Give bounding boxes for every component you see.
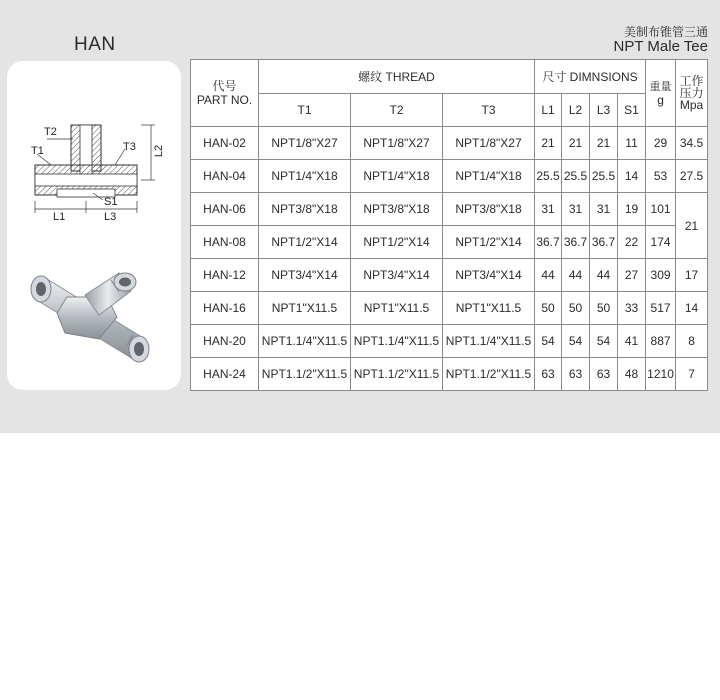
- header-t3: T3: [443, 94, 535, 127]
- cell-l3: 63: [590, 358, 618, 391]
- label-l2: L2: [153, 144, 166, 158]
- cell-weight: 174: [646, 226, 676, 259]
- cell-l2: 31: [562, 193, 590, 226]
- cell-l2: 25.5: [562, 160, 590, 193]
- cell-t3: NPT1"X11.5: [443, 292, 535, 325]
- cell-part: HAN-02: [191, 127, 259, 160]
- cell-l2: 63: [562, 358, 590, 391]
- cell-t2: NPT1.1/4"X11.5: [351, 325, 443, 358]
- part-no-header-en: PART NO.: [196, 93, 253, 107]
- cell-t1: NPT1/2"X14: [259, 226, 351, 259]
- product-code: HAN: [74, 34, 116, 55]
- cell-l3: 50: [590, 292, 618, 325]
- cell-t3: NPT1/8"X27: [443, 127, 535, 160]
- label-l3: L3: [104, 211, 117, 223]
- cell-t3: NPT3/8"X18: [443, 193, 535, 226]
- table-row: [191, 325, 708, 358]
- cell-part: HAN-06: [191, 193, 259, 226]
- label-t3: T3: [123, 141, 136, 153]
- part-no-header: [191, 60, 259, 127]
- cell-weight: 887: [646, 325, 676, 358]
- spec-table: [190, 59, 708, 391]
- cell-l3: 36.7: [590, 226, 618, 259]
- cell-weight: 517: [646, 292, 676, 325]
- cell-s1: 11: [618, 127, 646, 160]
- label-t1: T1: [31, 145, 44, 157]
- cell-t2: NPT3/4"X14: [351, 259, 443, 292]
- weight-header-unit: g: [657, 93, 664, 107]
- product-title-cn: 美制布锥管三通: [623, 25, 708, 39]
- cell-weight: 29: [646, 127, 676, 160]
- cell-l1: 31: [535, 193, 562, 226]
- weight-header-cn: 重量: [649, 81, 672, 93]
- cell-t3: NPT1/2"X14: [443, 226, 535, 259]
- label-t2: T2: [44, 126, 57, 138]
- header-l2: L2: [562, 94, 590, 127]
- cell-t2: NPT3/8"X18: [351, 193, 443, 226]
- cell-part: HAN-16: [191, 292, 259, 325]
- cell-pressure: 17: [676, 259, 708, 292]
- cell-s1: 41: [618, 325, 646, 358]
- cell-l1: 63: [535, 358, 562, 391]
- cell-l2: 44: [562, 259, 590, 292]
- table-row: [191, 160, 708, 193]
- cell-s1: 27: [618, 259, 646, 292]
- table-row: [191, 226, 708, 259]
- cell-s1: 33: [618, 292, 646, 325]
- cell-t2: NPT1/8"X27: [351, 127, 443, 160]
- cell-weight: 1210: [646, 358, 676, 391]
- cell-pressure: 27.5: [676, 160, 708, 193]
- cell-s1: 19: [618, 193, 646, 226]
- header-t1: T1: [259, 94, 351, 127]
- cell-part: HAN-20: [191, 325, 259, 358]
- cell-pressure: 21: [676, 193, 708, 259]
- cell-s1: 48: [618, 358, 646, 391]
- table-row: [191, 358, 708, 391]
- cell-l2: 54: [562, 325, 590, 358]
- cell-l3: 25.5: [590, 160, 618, 193]
- table-row: [191, 127, 708, 160]
- cell-l3: 21: [590, 127, 618, 160]
- cell-t1: NPT1"X11.5: [259, 292, 351, 325]
- cell-t2: NPT1/4"X18: [351, 160, 443, 193]
- weight-header: [646, 60, 676, 127]
- cell-l1: 54: [535, 325, 562, 358]
- pressure-header: [676, 60, 708, 127]
- part-no-header-cn: 代号: [212, 79, 237, 93]
- cell-t3: NPT3/4"X14: [443, 259, 535, 292]
- pressure-header-unit: Mpa: [679, 98, 704, 112]
- header-l3: L3: [590, 94, 618, 127]
- cell-l2: 36.7: [562, 226, 590, 259]
- cell-t2: NPT1.1/2"X11.5: [351, 358, 443, 391]
- cell-l1: 36.7: [535, 226, 562, 259]
- cell-t1: NPT3/4"X14: [259, 259, 351, 292]
- cell-part: HAN-04: [191, 160, 259, 193]
- header-l1: L1: [535, 94, 562, 127]
- table-row: [191, 193, 708, 226]
- cell-s1: 14: [618, 160, 646, 193]
- cell-weight: 53: [646, 160, 676, 193]
- cell-t3: NPT1.1/4"X11.5: [443, 325, 535, 358]
- header-t2: T2: [351, 94, 443, 127]
- cell-pressure: 7: [676, 358, 708, 391]
- cell-t1: NPT1.1/2"X11.5: [259, 358, 351, 391]
- cell-weight: 101: [646, 193, 676, 226]
- table-row: [191, 259, 708, 292]
- dimensions-header: 尺寸 DIMNSIONS: [535, 60, 646, 94]
- cell-l2: 50: [562, 292, 590, 325]
- label-s1: S1: [104, 196, 118, 208]
- cell-l1: 50: [535, 292, 562, 325]
- cell-pressure: 8: [676, 325, 708, 358]
- cell-pressure: 14: [676, 292, 708, 325]
- pressure-header-cn-1: 工作: [679, 74, 704, 88]
- cell-part: HAN-12: [191, 259, 259, 292]
- cell-t2: NPT1/2"X14: [351, 226, 443, 259]
- cell-t1: NPT3/8"X18: [259, 193, 351, 226]
- cell-l3: 44: [590, 259, 618, 292]
- cell-l1: 21: [535, 127, 562, 160]
- cell-weight: 309: [646, 259, 676, 292]
- product-title-en: NPT Male Tee: [613, 38, 708, 55]
- cell-l3: 31: [590, 193, 618, 226]
- cell-s1: 22: [618, 226, 646, 259]
- cell-l1: 25.5: [535, 160, 562, 193]
- tee-fitting-image: [7, 249, 181, 369]
- cell-t2: NPT1"X11.5: [351, 292, 443, 325]
- label-l1: L1: [53, 211, 66, 223]
- cell-t1: NPT1/8"X27: [259, 127, 351, 160]
- table-row: [191, 292, 708, 325]
- thread-header: 螺纹 THREAD: [259, 60, 535, 94]
- pressure-header-cn-2: 压力: [679, 86, 704, 100]
- cell-l3: 54: [590, 325, 618, 358]
- cell-l2: 21: [562, 127, 590, 160]
- header-s1: S1: [618, 94, 646, 127]
- cell-part: HAN-08: [191, 226, 259, 259]
- cell-t1: NPT1.1/4"X11.5: [259, 325, 351, 358]
- cell-t1: NPT1/4"X18: [259, 160, 351, 193]
- drawing-card: [7, 61, 181, 390]
- cell-part: HAN-24: [191, 358, 259, 391]
- cell-l1: 44: [535, 259, 562, 292]
- cell-t3: NPT1.1/2"X11.5: [443, 358, 535, 391]
- cell-t3: NPT1/4"X18: [443, 160, 535, 193]
- cell-pressure: 34.5: [676, 127, 708, 160]
